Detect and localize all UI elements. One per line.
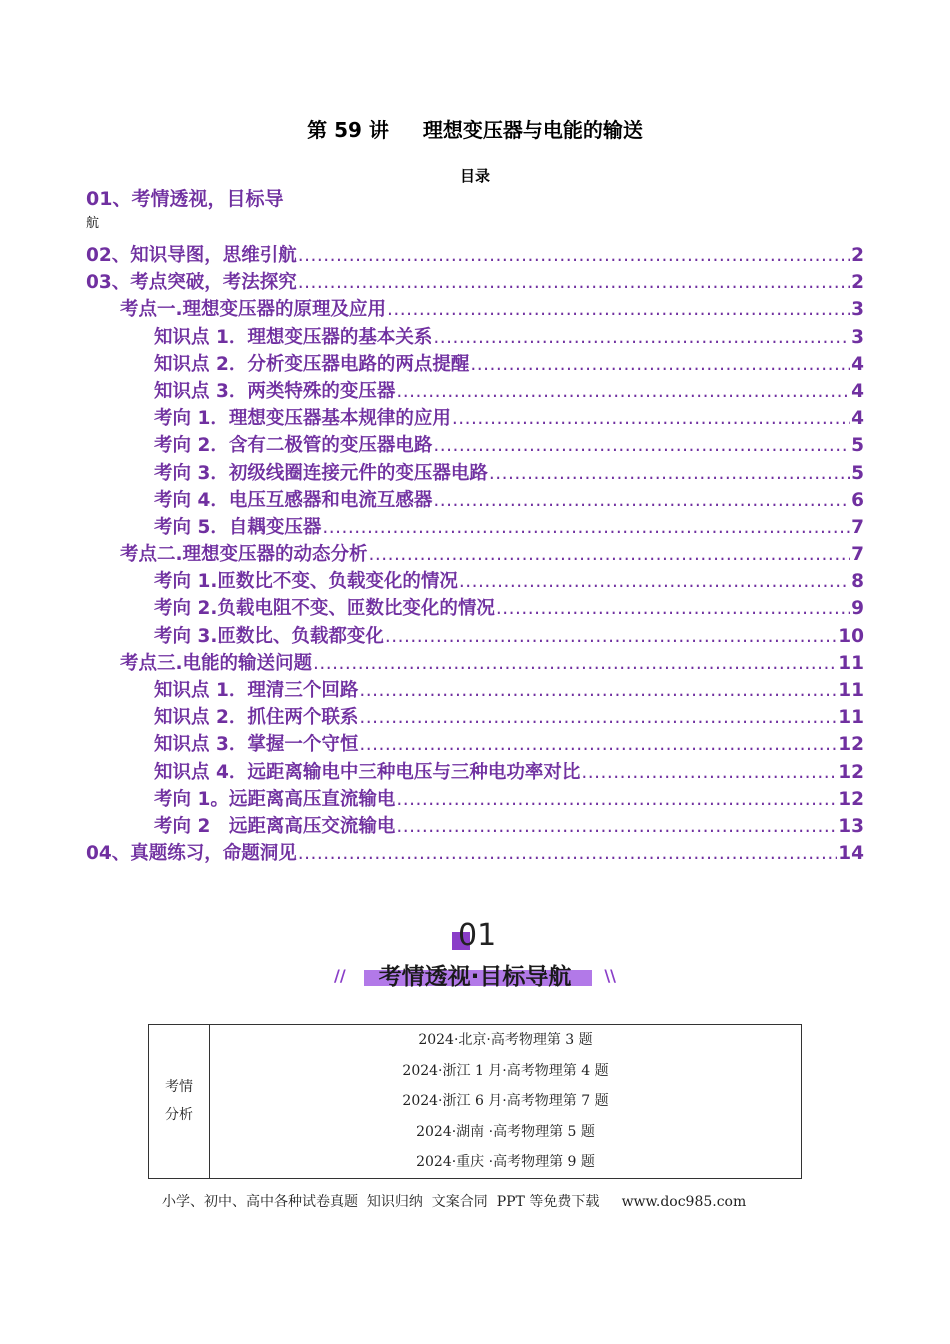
toc-entry[interactable] bbox=[86, 812, 864, 839]
toc-page-number: 12 bbox=[838, 761, 864, 783]
toc-leader-dots bbox=[298, 272, 850, 293]
slash-decoration-right: \\ bbox=[604, 966, 616, 985]
exam-reference-item: 2024·浙江 1 月·高考物理第 4 题 bbox=[402, 1062, 609, 1079]
toc-leader-dots bbox=[452, 408, 850, 429]
toc-page-number: 7 bbox=[851, 516, 864, 538]
toc-page-number: 13 bbox=[838, 815, 864, 837]
toc-entry-text: 知识点 2．抓住两个联系 bbox=[154, 707, 359, 729]
toc-page-number: 11 bbox=[838, 652, 864, 674]
toc-entry[interactable] bbox=[86, 785, 864, 812]
toc-leader-dots bbox=[298, 245, 850, 266]
toc-entry-text: 考向 1．理想变压器基本规律的应用 bbox=[154, 408, 451, 430]
toc-page-number: 2 bbox=[851, 272, 864, 294]
toc-entry[interactable] bbox=[86, 730, 864, 757]
toc-entry[interactable] bbox=[86, 540, 864, 567]
toc-page-number: 4 bbox=[851, 380, 864, 402]
section-number: 01 bbox=[458, 918, 497, 953]
toc-entry-text: 知识点 2．分析变压器电路的两点提醒 bbox=[154, 353, 470, 375]
toc-leader-dots bbox=[470, 354, 850, 375]
toc-page-number: 4 bbox=[851, 408, 864, 430]
toc-page-number: 5 bbox=[851, 435, 864, 457]
toc-entry-text: 考点二.理想变压器的动态分析 bbox=[120, 544, 368, 566]
toc-entry[interactable] bbox=[86, 350, 864, 377]
toc-entry-text: 考向 1.匝数比不变、负载变化的情况 bbox=[154, 571, 458, 593]
toc-entry[interactable] bbox=[86, 295, 864, 322]
exam-reference-item: 2024·重庆 ·高考物理第 9 题 bbox=[416, 1154, 595, 1171]
toc-page-number: 12 bbox=[838, 788, 864, 810]
toc-page-number: 12 bbox=[838, 734, 864, 756]
toc-leader-dots bbox=[396, 789, 837, 810]
toc-entry-text: 知识点 1．理想变压器的基本关系 bbox=[154, 326, 433, 348]
toc-page-number: 7 bbox=[851, 544, 864, 566]
toc-leader-dots bbox=[433, 435, 850, 456]
toc-entry-text: 04、真题练习，命题洞见 bbox=[86, 843, 297, 865]
section-label: 考情透视·目标导航 bbox=[378, 964, 572, 990]
toc-entry-text: 知识点 3．掌握一个守恒 bbox=[154, 734, 359, 756]
toc-entry[interactable] bbox=[86, 241, 864, 268]
table-label-cell bbox=[149, 1025, 210, 1179]
toc-entry[interactable] bbox=[86, 323, 864, 350]
toc-page-number: 11 bbox=[838, 707, 864, 729]
toc-leader-dots bbox=[385, 626, 837, 647]
toc-entry-text: 考向 2.负载电阻不变、匝数比变化的情况 bbox=[154, 598, 495, 620]
toc-entry[interactable] bbox=[86, 459, 864, 486]
toc-entry[interactable] bbox=[86, 649, 864, 676]
toc-page-number: 8 bbox=[851, 571, 864, 593]
toc-entry[interactable] bbox=[86, 268, 864, 295]
toc-leader-dots bbox=[396, 381, 850, 402]
toc-entry[interactable] bbox=[86, 758, 864, 785]
toc-entry[interactable] bbox=[86, 431, 864, 458]
toc-page-number: 2 bbox=[851, 245, 864, 266]
table-items-cell bbox=[210, 1025, 802, 1179]
toc-entry[interactable] bbox=[86, 594, 864, 621]
toc-leader-dots bbox=[298, 843, 838, 864]
toc-page-number: 4 bbox=[851, 353, 864, 375]
toc-entry-text: 知识点 1．理清三个回路 bbox=[154, 680, 359, 701]
toc-entry[interactable] bbox=[86, 404, 864, 431]
lecture-number: 第 59 讲 bbox=[307, 118, 389, 142]
toc-entry-text: 考向 3.匝数比、负载都变化 bbox=[154, 625, 384, 647]
toc-entry[interactable] bbox=[86, 567, 864, 594]
exam-reference-item: 2024·湖南 ·高考物理第 5 题 bbox=[416, 1123, 595, 1140]
toc-leader-dots bbox=[359, 707, 837, 728]
footer-note: 小学、初中、高中各种试卷真题 知识归纳 文案合同 PPT 等免费下载 www.doc985.com bbox=[162, 1194, 747, 1210]
toc-leader-dots bbox=[369, 544, 851, 565]
exam-reference-item: 2024·北京·高考物理第 3 题 bbox=[418, 1032, 593, 1048]
toc-page-number: 3 bbox=[851, 326, 864, 348]
toc-leader-dots bbox=[459, 571, 850, 592]
toc-entry-text: 考向 3．初级线圈连接元件的变压器电路 bbox=[154, 462, 488, 484]
toc-entry-text: 02、知识导图，思维引航 bbox=[86, 245, 297, 266]
toc-leader-dots bbox=[387, 299, 850, 320]
toc-page-number: 14 bbox=[838, 843, 864, 865]
toc-entry-text: 知识点 4．远距离输电中三种电压与三种电功率对比 bbox=[154, 761, 581, 783]
toc-entry-text: 考向 4．电压互感器和电流互感器 bbox=[154, 489, 433, 511]
toc-page-number: 9 bbox=[851, 598, 864, 620]
toc-heading: 目录 bbox=[459, 167, 490, 185]
toc-entry[interactable] bbox=[86, 622, 864, 649]
toc-leader-dots bbox=[359, 734, 837, 755]
toc-entry[interactable] bbox=[86, 703, 864, 730]
toc-leader-dots bbox=[433, 490, 850, 511]
toc-entry-text: 考点一.理想变压器的原理及应用 bbox=[120, 299, 387, 321]
toc-page-number: 3 bbox=[851, 299, 864, 321]
toc-entry-text: 考点三.电能的输送问题 bbox=[120, 652, 313, 674]
document-title bbox=[0, 114, 950, 143]
toc-leader-dots bbox=[433, 327, 850, 348]
toc-leader-dots bbox=[489, 463, 850, 484]
exam-reference-item: 2024·浙江 6 月·高考物理第 7 题 bbox=[402, 1093, 609, 1110]
exam-analysis-table bbox=[148, 1024, 802, 1179]
lecture-title: 理想变压器与电能的输送 bbox=[422, 118, 643, 142]
toc-entry-text: 考向 2．含有二极管的变压器电路 bbox=[154, 435, 433, 457]
toc-page-number: 11 bbox=[838, 680, 864, 701]
section-banner bbox=[330, 918, 620, 998]
toc-leader-dots bbox=[322, 517, 850, 538]
toc-entry-text: 考向 5．自耦变压器 bbox=[154, 516, 322, 538]
table-label-line1: 考情 bbox=[165, 1079, 193, 1096]
table-of-contents bbox=[86, 241, 864, 866]
toc-entry[interactable] bbox=[86, 486, 864, 513]
toc-entry-text: 03、考点突破，考法探究 bbox=[86, 272, 297, 294]
toc-leader-dots bbox=[396, 816, 837, 837]
toc-entry[interactable] bbox=[86, 377, 864, 404]
slash-decoration-left: // bbox=[334, 966, 346, 985]
toc-leader-dots bbox=[313, 653, 837, 674]
toc-page-number: 6 bbox=[851, 489, 864, 511]
toc-page-number: 10 bbox=[838, 625, 864, 647]
toc-page-number: 5 bbox=[851, 462, 864, 484]
toc-entry-text: 知识点 3．两类特殊的变压器 bbox=[154, 380, 396, 402]
toc-leader-dots bbox=[581, 762, 837, 783]
table-label-line2: 分析 bbox=[165, 1107, 193, 1124]
toc-entry-first[interactable]: 01、考情透视，目标导 bbox=[86, 188, 284, 210]
toc-leader-dots bbox=[496, 598, 850, 619]
toc-entry[interactable] bbox=[86, 839, 864, 866]
toc-entry[interactable] bbox=[86, 676, 864, 703]
toc-entry-text: 考向 1。远距离高压直流输电 bbox=[154, 788, 396, 810]
toc-entry-text: 考向 2 远距离高压交流输电 bbox=[154, 815, 396, 837]
toc-leader-dots bbox=[359, 680, 837, 701]
toc-entry-first-wrap: 航 bbox=[86, 216, 100, 231]
toc-entry[interactable] bbox=[86, 513, 864, 540]
